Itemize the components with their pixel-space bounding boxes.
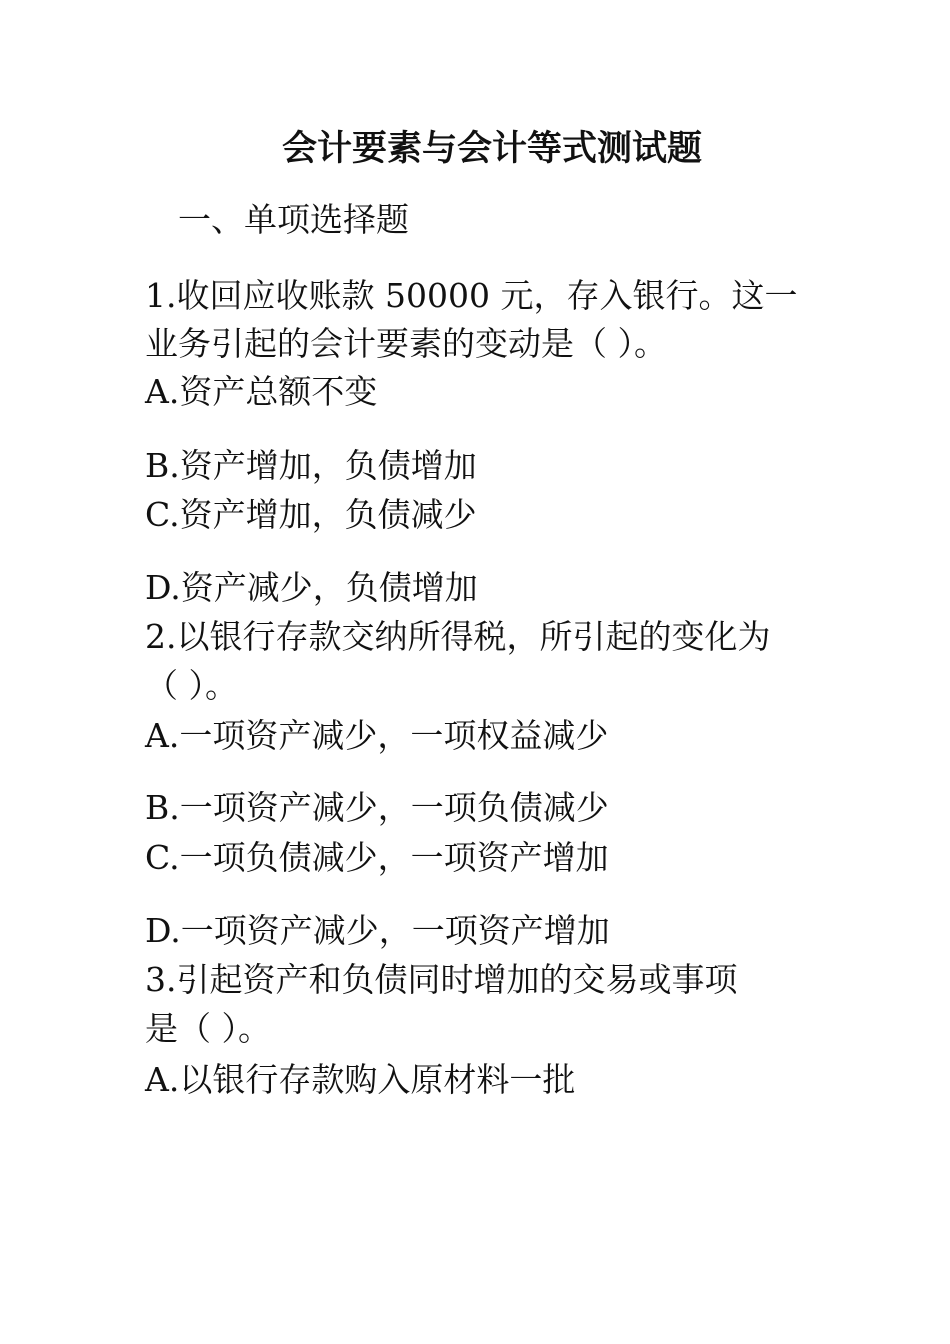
- question-2-option-a: A.一项资产减少，一项权益减少: [145, 716, 609, 755]
- question-1-option-b: B.资产增加，负债增加: [145, 446, 477, 485]
- question-1-option-a: A.资产总额不变: [145, 372, 378, 411]
- section-heading: 一、单项选择题: [178, 200, 409, 239]
- question-2-option-c: C.一项负债减少，一项资产增加: [145, 838, 609, 877]
- question-1-stem-line-1: 1.收回应收账款 50000 元，存入银行。这一: [145, 276, 798, 315]
- question-2-stem-line-2: （ ）。: [145, 666, 238, 705]
- page-title: 会计要素与会计等式测试题: [281, 128, 702, 169]
- question-3-stem-line-1: 3.引起资产和负债同时增加的交易或事项: [145, 960, 738, 999]
- question-2-option-b: B.一项资产减少，一项负债减少: [145, 788, 609, 827]
- question-3-option-a: A.以银行存款购入原材料一批: [145, 1060, 576, 1099]
- question-3-stem-line-2: 是（ ）。: [145, 1009, 271, 1048]
- question-1-stem-line-2: 业务引起的会计要素的变动是（ ）。: [145, 324, 667, 363]
- question-1-option-c: C.资产增加，负债减少: [145, 495, 477, 534]
- question-2-stem-line-1: 2.以银行存款交纳所得税，所引起的变化为: [145, 617, 771, 656]
- question-2-option-d: D.一项资产减少，一项资产增加: [145, 911, 610, 950]
- question-1-option-d: D.资产减少，负债增加: [145, 568, 478, 607]
